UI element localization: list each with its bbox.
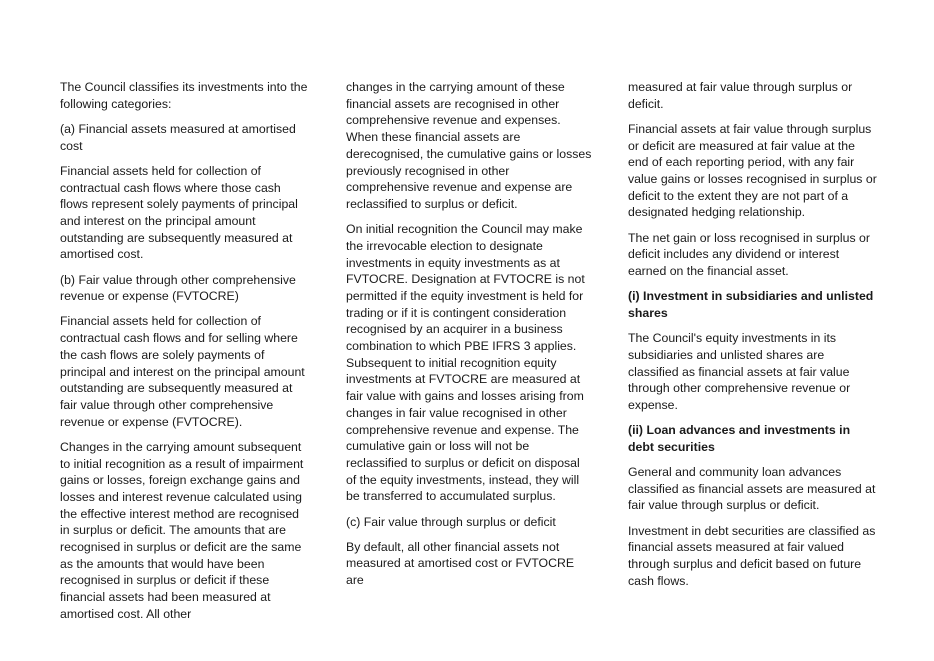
carrying-amount-continued-paragraph: changes in the carrying amount of these financial assets are recognised in other comprehensive revenue and expenses. When these financial assets are derecognised, the cumulative gains or losses previously recognised in other comprehensive revenue and expense are reclassified to surplus or deficit. [346, 80, 592, 211]
category-b-heading: (b) Fair value through other comprehensive revenue or expense (FVTOCRE) [60, 272, 296, 304]
column-2 [346, 79, 592, 597]
subsidiaries-heading: (i) Investment in subsidiaries and unlisted shares [628, 289, 874, 320]
fvtsd-measurement-paragraph: Financial assets at fair value through surplus or deficit are measured at fair value at the end of each reporting period, with any fair value gains or losses recognised in surplus or deficit to the extent they are not part of a designated hedging relationship. [628, 121, 877, 220]
default-paragraph: By default, all other financial assets not measured at amortised cost or FVTOCRE are [346, 539, 575, 588]
category-a-heading: (a) Financial assets measured at amortised cost [60, 121, 296, 153]
loan-advances-heading: (ii) Loan advances and investments in debt securities [628, 423, 851, 454]
net-gain-paragraph: The net gain or loss recognised in surplus or deficit includes any dividend or interest earned on the financial asset. [628, 230, 870, 279]
intro-paragraph: The Council classifies its investments into the following categories: [60, 80, 308, 111]
category-c-heading: (c) Fair value through surplus or deficit [346, 514, 556, 529]
column-1 [60, 79, 308, 631]
debt-securities-paragraph: Investment in debt securities are classified as financial assets measured at fair valued through surplus and deficit based on future cash flows. [628, 523, 876, 588]
category-a-paragraph: Financial assets held for collection of contractual cash flows where those cash flows represent solely payments of principal and interest on the principal amount outstanding are subsequently measured at amortised cost. [60, 163, 298, 262]
column-3 [628, 79, 878, 598]
category-b-paragraph: Financial assets held for collection of contractual cash flows and for selling where the cash flows are solely payments of principal and interest on the principal amount outstanding are subsequently measured at fair value through other comprehensive revenue or expense (FVTOCRE). [60, 314, 305, 429]
carrying-amount-paragraph: Changes in the carrying amount subsequent to initial recognition as a result of impairment gains or losses, foreign exchange gains and losses and interest revenue calculated using the effective interest method are recognised in surplus or deficit. The amounts that are recognised in surplus or deficit are the same as the amounts that would have been recognised in surplus or deficit if these financial assets had been measured at amortised cost. All other [60, 439, 304, 621]
subsidiaries-paragraph: The Council's equity investments in its subsidiaries and unlisted shares are classified as financial assets at fair value through other comprehensive revenue or expense. [628, 331, 851, 412]
default-continued-paragraph: measured at fair value through surplus or deficit. [628, 80, 853, 111]
initial-recognition-paragraph: On initial recognition the Council may make the irrevocable election to designate investments in equity investments as at FVTOCRE. Designation at FVTOCRE is not permitted if the equity investment is held for trading or if it is contingent consideration recognised by an acquirer in a business combination to which PBE IFRS 3 applies. Subsequent to initial recognition equity investments at FVTOCRE are measured at fair value with gains and losses arising from changes in fair value recognised in other comprehensive revenue and expense. The cumulative gain or loss will not be reclassified to surplus or deficit on disposal of the equity investments, instead, they will be transferred to accumulated surplus. [346, 222, 585, 504]
loan-advances-paragraph: General and community loan advances classified as financial assets are measured at fair value through surplus or deficit. [628, 465, 876, 513]
